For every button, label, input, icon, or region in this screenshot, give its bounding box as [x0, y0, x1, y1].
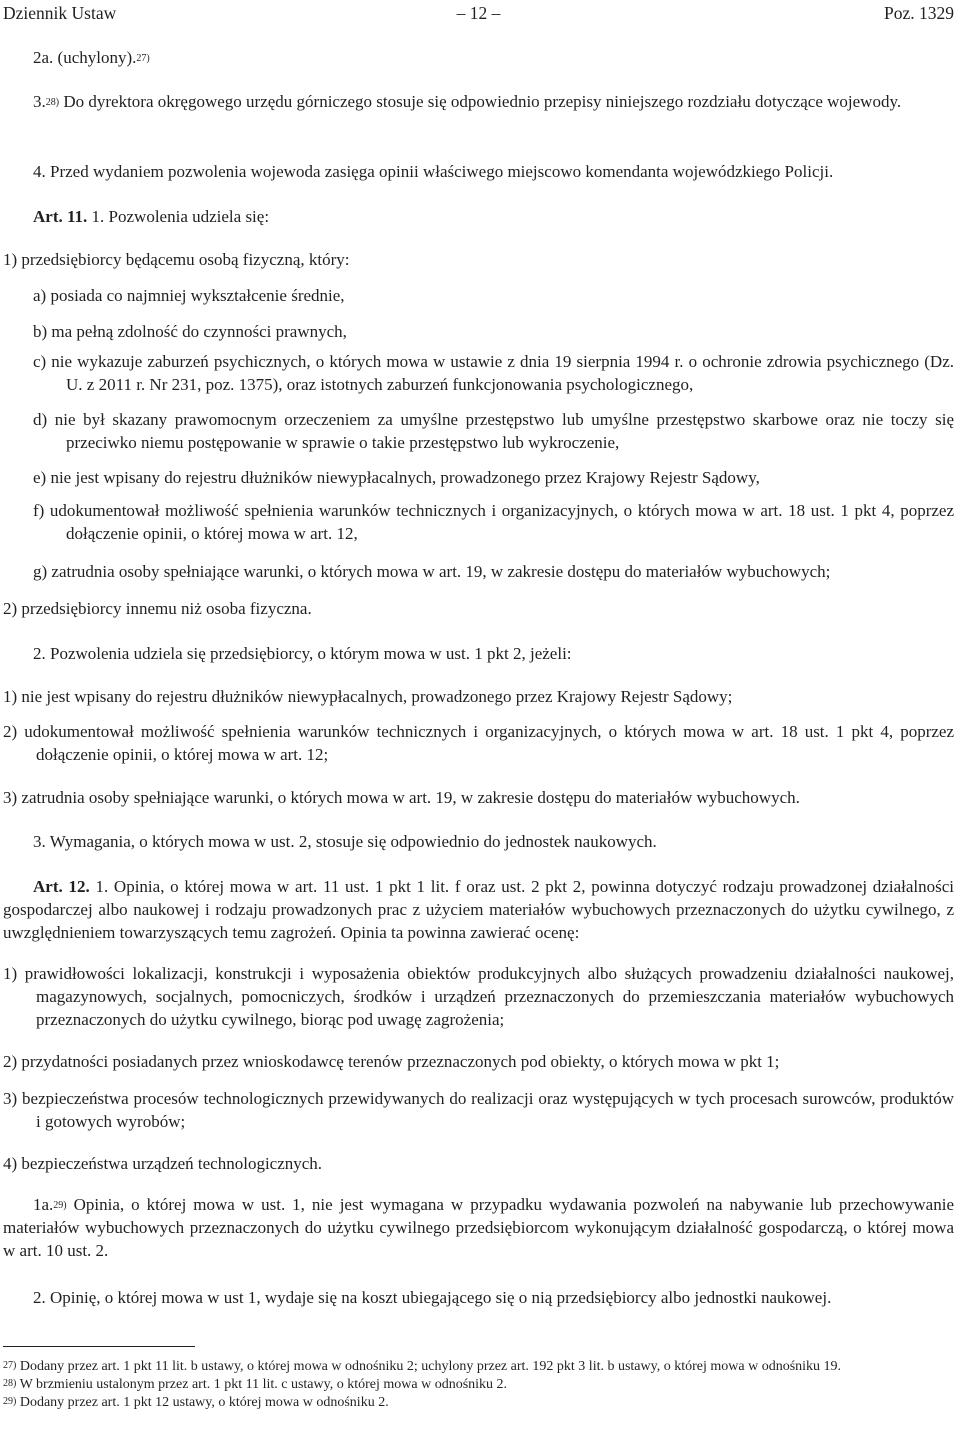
list-item-b: b) ma pełną zdolność do czynności prawnych, [33, 322, 347, 341]
article-12-paragraph-1: Art. 12. 1. Opinia, o której mowa w art. 11 ust. 1 pkt 1 lit. f oraz ust. 2 pkt 2, powinna dotyczyć rodzaju prowadzonej działalności gospodarczej albo naukowej i rodzaju prowadzonych prac z użyciem materiałów wybuchowych przeznaczonych do użytku cywilnego, z uwzględnieniem towarzyszących temu zagrożeń. Opinia ta powinna zawierać ocenę: [3, 877, 954, 942]
footnote-ref: 27) [136, 53, 150, 64]
list-item-j2: 2) udokumentował możliwość spełnienia warunków technicznych i organizacyjnych, o których mowa w art. 18 ust. 1 pkt 4, poprzez dołączenie opinii, o której mowa w art. 12; [3, 722, 954, 764]
footnote-ref: 28) [45, 97, 60, 108]
list-item-1: 1) przedsiębiorcy będącemu osobą fizyczną, który: [3, 250, 350, 269]
list-item-k1: 1) prawidłowości lokalizacji, konstrukcji i wyposażenia obiektów produkcyjnych albo służących prowadzeniu działalności naukowej, magazynowych, socjalnych, pomocniczych, środków i urządzeń przeznaczonych do przemieszczania materiałów wybuchowych przeznaczonych do użytku cywilnego, biorąc pod uwagę zagrożenia; [3, 964, 954, 1029]
journal-title: Dziennik Ustaw [3, 3, 117, 23]
footnote-28: $^{28)}$ W brzmieniu ustalonym przez art. 1 pkt 11 lit. c ustawy, o której mowa w odnośniku 2. [3, 1377, 508, 1392]
list-item-a: a) posiada co najmniej wykształcenie średnie, [33, 286, 345, 305]
paragraph-2a: 2a. (uchylony).$^{27)}$ [33, 48, 150, 67]
list-item-j1: 1) nie jest wpisany do rejestru dłużników niewypłacalnych, prowadzonego przez Krajowy Rejestr Sądowy; [3, 687, 733, 706]
paragraph-12-2: 2. Opinię, o której mowa w ust 1, wydaje się na koszt ubiegającego się o nią przedsiębiorcy albo jednostki naukowej. [33, 1288, 832, 1307]
footnote-separator [3, 1346, 195, 1347]
footnote-27: $^{27)}$ Dodany przez art. 1 pkt 11 lit. b ustawy, o której mowa w odnośniku 2; uchylony przez art. 192 pkt 3 lit. b ustawy, o której mowa w odnośniku 19. [3, 1359, 842, 1374]
page-number: – 12 – [456, 3, 501, 23]
list-item-k4: 4) bezpieczeństwa urządzeń technologicznych. [3, 1154, 323, 1173]
list-item-e: e) nie jest wpisany do rejestru dłużników niewypłacalnych, prowadzonego przez Krajowy Rejestr Sądowy, [33, 468, 760, 487]
position-number: Poz. 1329 [884, 3, 954, 23]
footnotes [0, 1358, 954, 1412]
list-item-k2: 2) przydatności posiadanych przez wnioskodawcę terenów przeznaczonych pod obiekty, o których mowa w pkt 1; [3, 1052, 780, 1071]
list-item-f: f) udokumentował możliwość spełnienia warunków technicznych i organizacyjnych, o których mowa w art. 18 ust. 1 pkt 4, poprzez dołączenie opinii, o której mowa w art. 12, [33, 501, 954, 543]
footnote-29: $^{29)}$ Dodany przez art. 1 pkt 12 ustawy, o której mowa w odnośniku 2. [3, 1395, 389, 1410]
footnote-ref: 29) [53, 1200, 67, 1211]
list-item-d: d) nie był skazany prawomocnym orzeczeniem za umyślne przestępstwo lub umyślne przestępstwo skarbowe oraz nie toczy się przeciwko niemu postępowanie w sprawie o takie przestępstwo lub wykroczenie, [33, 410, 954, 452]
paragraph-11-3: 3. Wymagania, o których mowa w ust. 2, stosuje się odpowiednio do jednostek naukowych. [33, 832, 657, 851]
list-item-g: g) zatrudnia osoby spełniające warunki, o których mowa w art. 19, w zakresie dostępu do materiałów wybuchowych; [33, 562, 831, 581]
list-item-k3: 3) bezpieczeństwa procesów technologicznych przewidywanych do realizacji oraz występujących w tych procesach surowców, produktów i gotowych wyrobów; [3, 1089, 954, 1131]
paragraph-3: 3.$^{28)}$ Do dyrektora okręgowego urzędu górniczego stosuje się odpowiednio przepisy niniejszego rozdziału dotyczące wojewody. [33, 92, 902, 111]
paragraph-11-2: 2. Pozwolenia udziela się przedsiębiorcy, o którym mowa w ust. 1 pkt 2, jeżeli: [33, 644, 572, 663]
list-item-j3: 3) zatrudnia osoby spełniające warunki, o których mowa w art. 19, w zakresie dostępu do materiałów wybuchowych. [3, 788, 800, 807]
article-11-heading: Art. 11. 1. Pozwolenia udziela się: [33, 207, 270, 226]
list-item-c: c) nie wykazuje zaburzeń psychicznych, o których mowa w ustawie z dnia 19 sierpnia 1994 r. o ochronie zdrowia psychicznego (Dz. U. z 2011 r. Nr 231, poz. 1375), oraz istotnych zaburzeń funkcjonowania psychologicznego, [33, 352, 954, 394]
paragraph-4: 4. Przed wydaniem pozwolenia wojewoda zasięga opinii właściwego miejscowo komendanta wojewódzkiego Policji. [33, 162, 834, 181]
list-item-2: 2) przedsiębiorcy innemu niż osoba fizyczna. [3, 599, 312, 618]
page-header [3, 2, 954, 26]
paragraph-12-1a: 1a.$^{29)}$ Opinia, o której mowa w ust. 1, nie jest wymagana w przypadku wydawania pozwoleń na nabywanie lub przechowywanie materiałów wybuchowych przeznaczonych do użytku cywilnego przedsiębiorcom wykonującym działalność gospodarczą, o której mowa w art. 10 ust. 2. [3, 1195, 954, 1260]
